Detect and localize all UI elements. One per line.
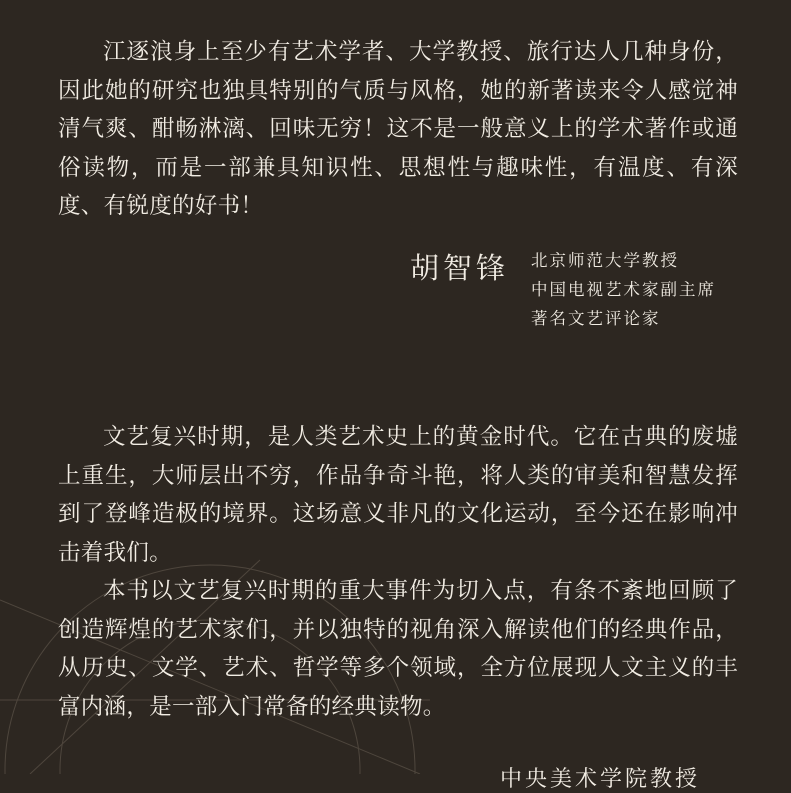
endorser-name: 胡智锋 <box>410 251 510 285</box>
intro-paragraph-1: 文艺复兴时期，是人类艺术史上的黄金时代。它在古典的废墟上重生，大师层出不穷，作品争奇斗艳，将人类的审美和智慧发挥到了登峰造极的境界。这场意义非凡的文化运动，至今还在影响冲击着我们。 <box>58 424 738 566</box>
endorser-title-1: 北京师范大学教授 <box>531 251 679 270</box>
endorser-title-3: 著名文艺评论家 <box>531 309 661 328</box>
partial-endorser-title: 中央美术学院教授 <box>500 767 701 792</box>
endorser-titles <box>531 246 716 333</box>
endorser-title-2: 中国电视艺术家副主席 <box>531 280 716 299</box>
intro-paragraph-2: 本书以文艺复兴时期的重大事件为切入点，有条不紊地回顾了创造辉煌的艺术家们，并以独特的视角深入解读他们的经典作品，从历史、文学、艺术、哲学等多个领域，全方位展现人文主义的丰富内涵，是一部入门常备的经典读物。 <box>58 578 738 720</box>
endorsement-paragraph: 江逐浪身上至少有艺术学者、大学教授、旅行达人几种身份，因此她的研究也独具特别的气质与风格，她的新著读来令人感觉神清气爽、酣畅淋漓、回味无穷！这不是一般意义上的学术著作或通俗读物，而是一部兼具知识性、思想性与趣味性，有温度、有深度、有锐度的好书！ <box>58 39 738 220</box>
